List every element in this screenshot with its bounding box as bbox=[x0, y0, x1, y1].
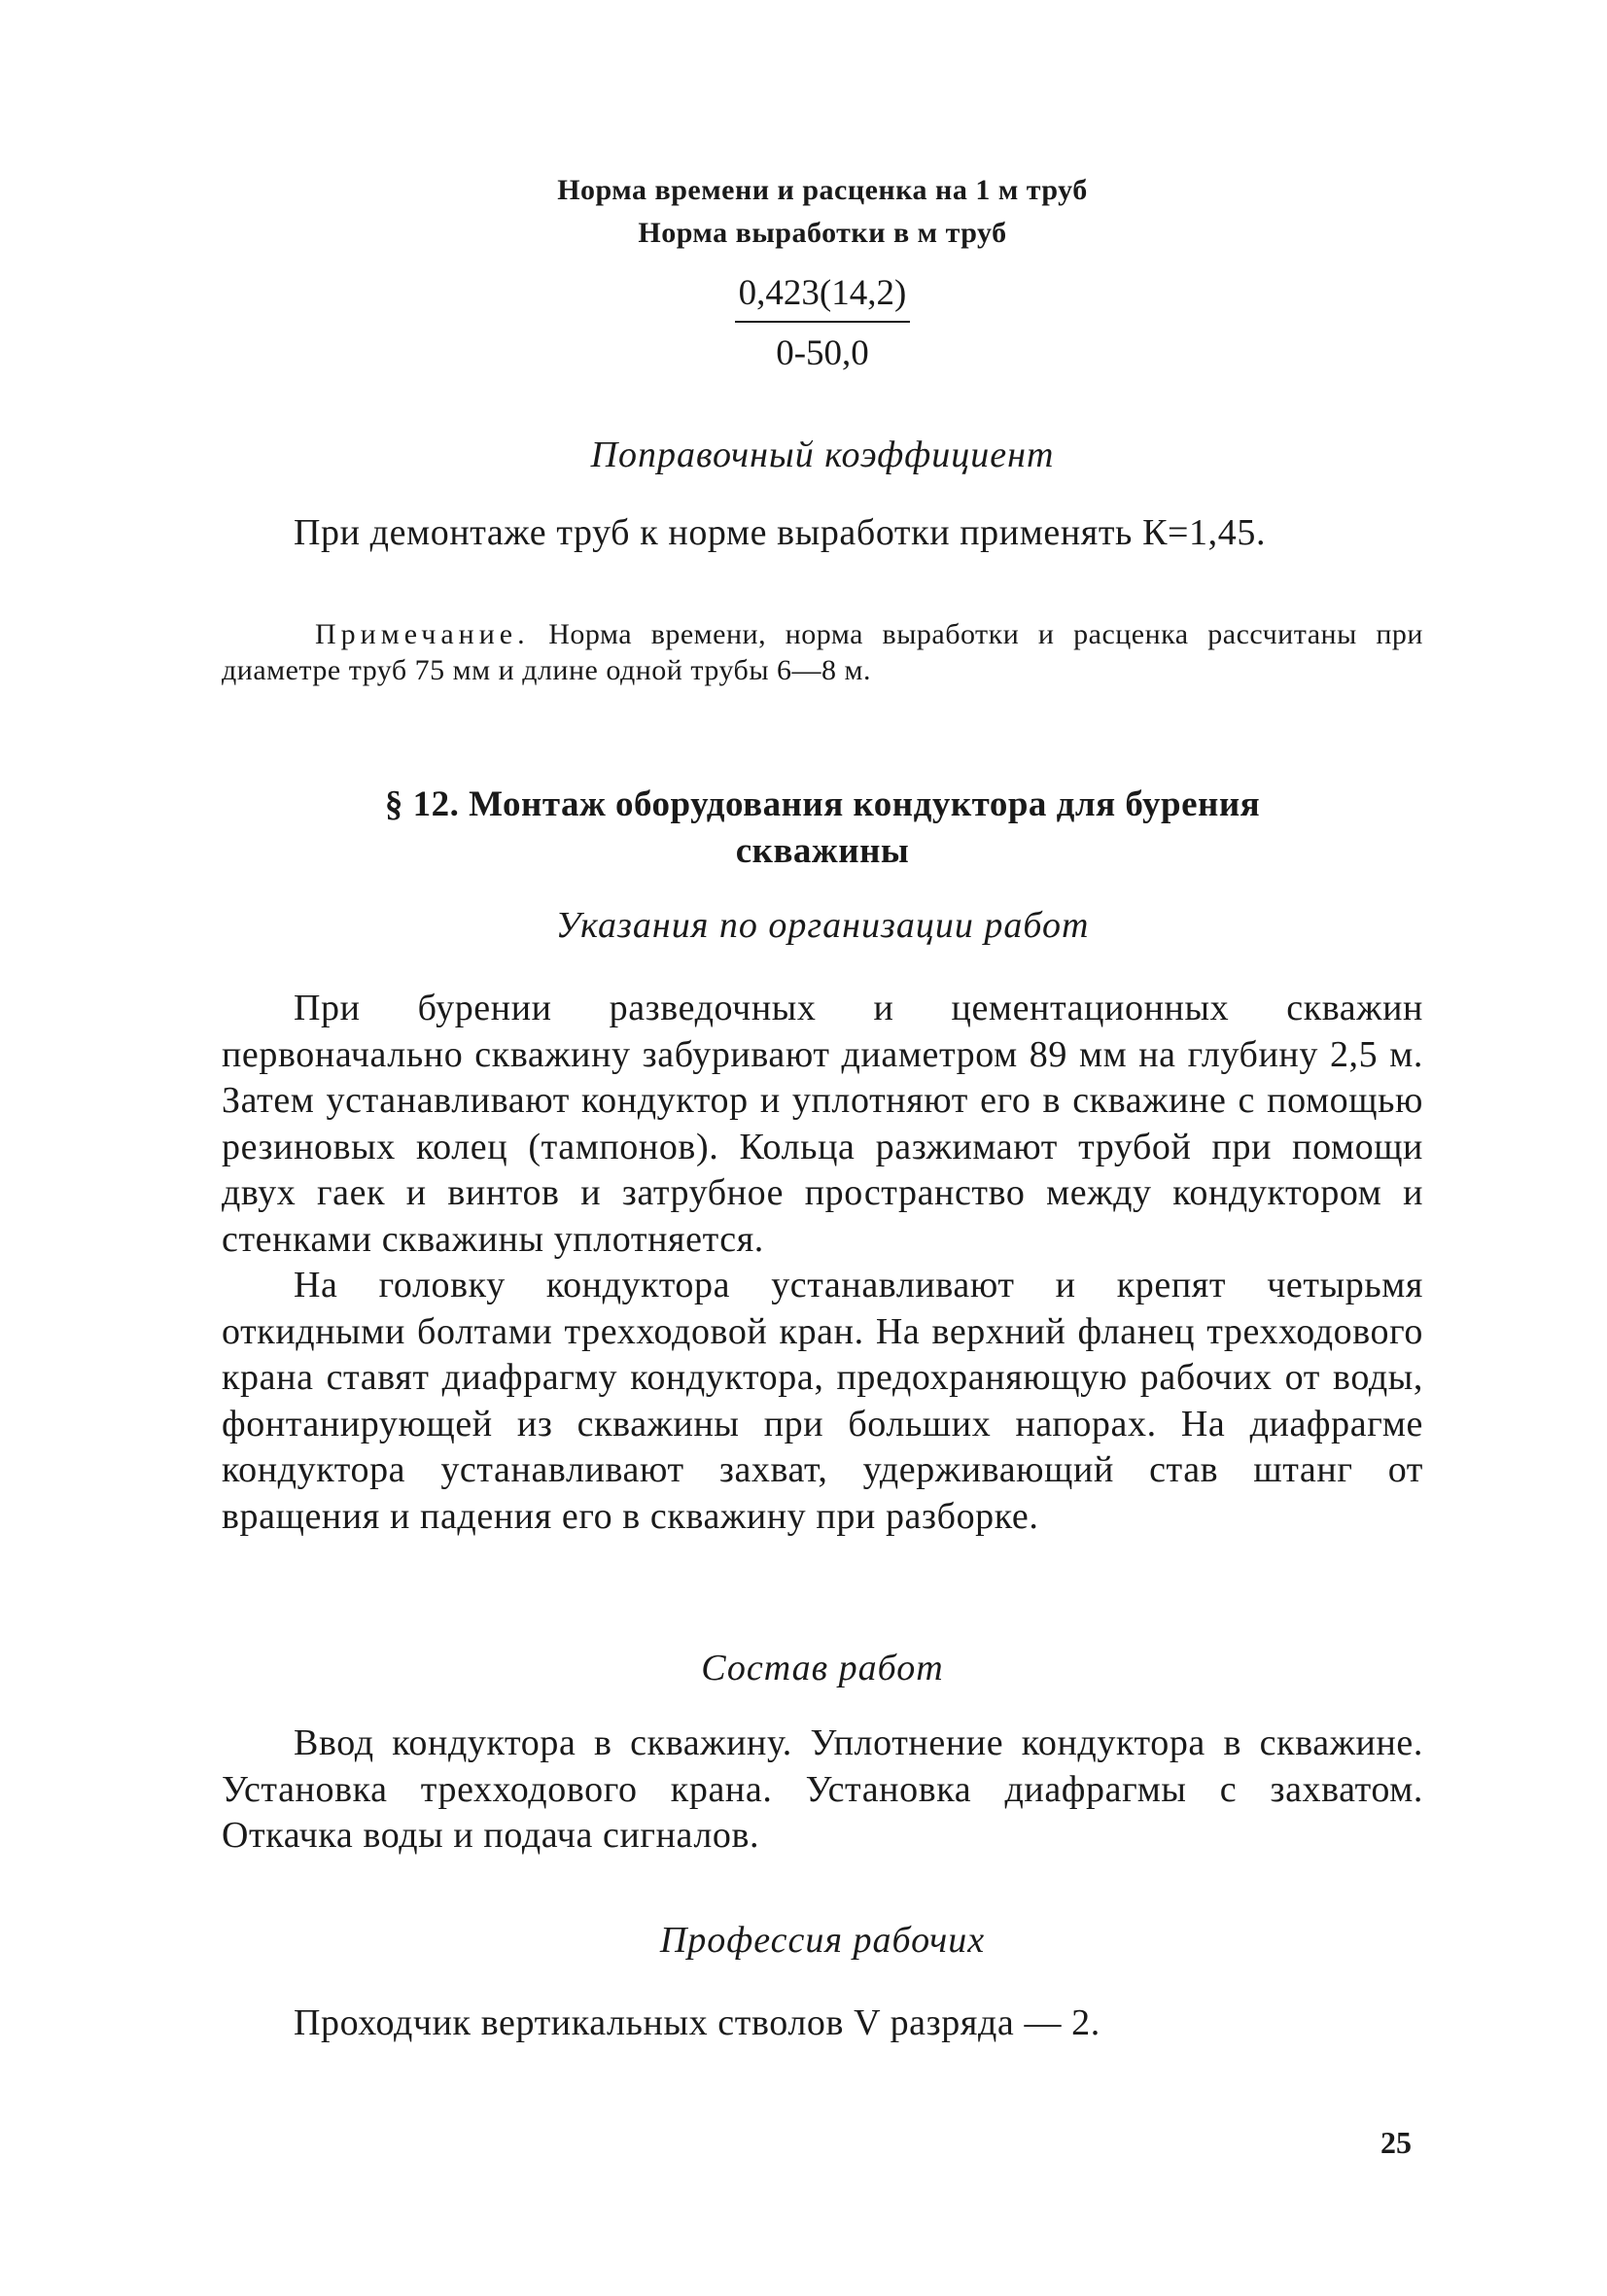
norm-header bbox=[222, 169, 1423, 255]
correction-text: При демонтаже труб к норме выработки применять К=1,45. bbox=[294, 512, 1267, 553]
correction-paragraph bbox=[222, 510, 1423, 557]
instructions-body bbox=[222, 986, 1423, 1540]
profession-body bbox=[222, 2000, 1423, 2047]
composition-text: Ввод кондуктора в скважину. Уплотнение кондуктора в скважине. Установка трехходового крана. Установка диафрагмы с захватом. Откачка воды и подача сигналов. bbox=[222, 1722, 1423, 1856]
page-number: 25 bbox=[1380, 2125, 1412, 2160]
note bbox=[222, 616, 1423, 688]
profession-text: Проходчик вертикальных стволов V разряда — 2. bbox=[294, 2002, 1100, 2043]
instructions-heading-text: Указания по организации работ bbox=[555, 905, 1090, 946]
section-title bbox=[222, 782, 1423, 875]
section-title-line2: скважины bbox=[735, 831, 910, 871]
instructions-heading bbox=[222, 904, 1423, 947]
norm-header-line2: Норма выработки в м труб bbox=[638, 217, 1007, 249]
correction-heading-text: Поправочный коэффициент bbox=[590, 435, 1055, 475]
profession-heading-text: Профессия рабочих bbox=[659, 1920, 986, 1961]
composition-heading-text: Состав работ bbox=[701, 1648, 944, 1688]
composition-heading bbox=[222, 1647, 1423, 1689]
note-label: Примечание. bbox=[315, 618, 530, 650]
norm-header-line1: Норма времени и расценка на 1 м труб bbox=[557, 174, 1088, 206]
section-title-line1: § 12. Монтаж оборудования кондуктора для бурения bbox=[384, 784, 1261, 824]
instructions-paragraph-2: На головку кондуктора устанавливают и крепят четырьмя откидными болтами трехходовой кран. На верхний фланец трехходового крана ставят диафрагму кондуктора, предохраняющую рабочих от воды, фонтанирующей из скважины при больших напорах. На диафрагме кондуктора устанавливают захват, удерживающий став штанг от вращения и падения его в скважину при разборке. bbox=[222, 1265, 1423, 1537]
composition-body bbox=[222, 1721, 1423, 1860]
instructions-paragraph-1: При бурении разведочных и цементационных скважин первоначально скважину забуривают диаметром 89 мм на глубину 2,5 м. Затем устанавливают кондуктор и уплотняют его в скважине с помощью резиновых колец (тампонов). Кольца разжимают трубой при помощи двух гаек и винтов и затрубное пространство между кондуктором и стенками скважины уплотняется. bbox=[222, 988, 1423, 1260]
norm-denominator: 0-50,0 bbox=[776, 333, 869, 373]
profession-heading bbox=[222, 1919, 1423, 1962]
note-text: Норма времени, норма выработки и расценка рассчитаны при диаметре труб 75 мм и длине одной трубы 6—8 м. bbox=[222, 618, 1423, 686]
norm-numerator: 0,423(14,2) bbox=[735, 270, 911, 323]
correction-heading bbox=[222, 434, 1423, 476]
